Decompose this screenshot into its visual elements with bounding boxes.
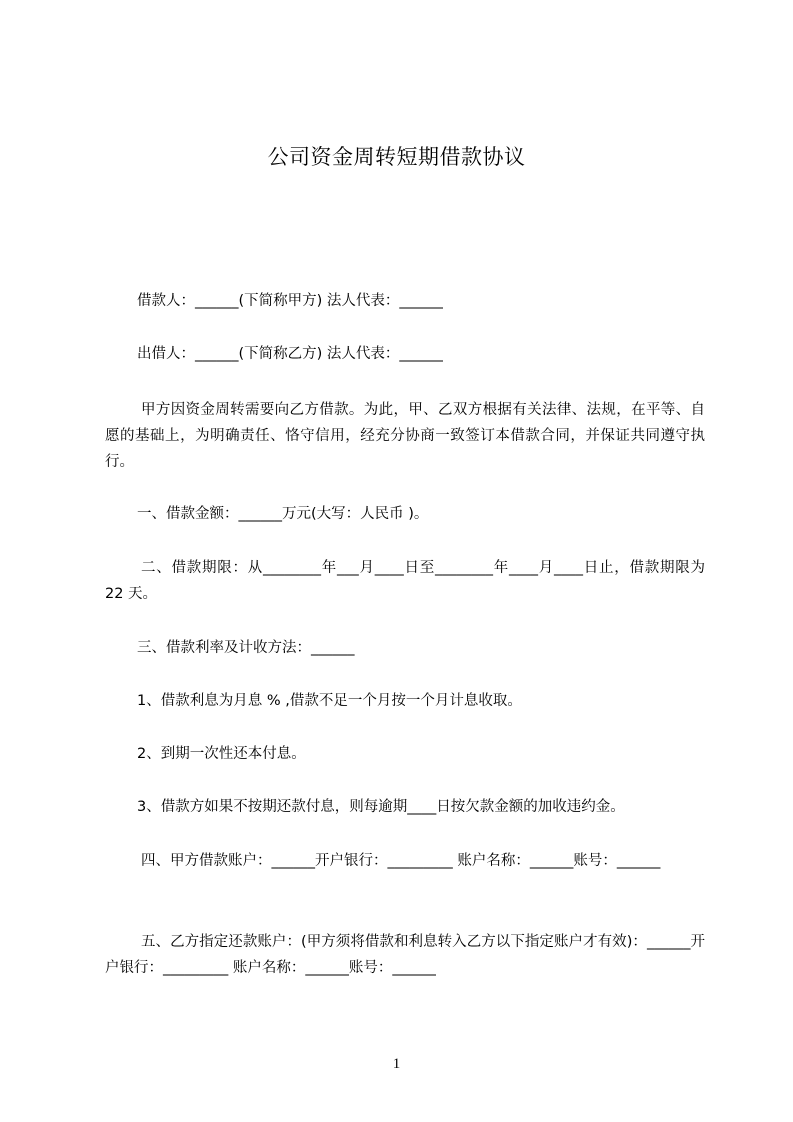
- page-number: 1: [392, 1056, 401, 1072]
- borrower-line: 借款人：______(下简称甲方) 法人代表：______: [137, 293, 443, 309]
- document-title: 公司资金周转短期借款协议: [267, 145, 526, 169]
- clause-interest-rate: 1、借款利息为月息 % ,借款不足一个月按一个月计息收取。: [137, 693, 522, 709]
- clause-party-a-account: 四、甲方借款账户：______开户银行：_________ 账户名称：______账号：______: [141, 853, 661, 869]
- preamble-paragraph: 甲方因资金周转需要向乙方借款。为此，甲、乙双方根据有关法律、法规，在平等、自愿的基础上，为明确责任、恪守信用，经充分协商一致签订本借款合同，并保证共同遵守执行。: [105, 402, 705, 470]
- clause-party-b-account: 五、乙方指定还款账户：(甲方须将借款和利息转入乙方以下指定账户才有效)：______开户银行：_________ 账户名称：______账号：______: [105, 934, 705, 976]
- clause-penalty: 3、借款方如果不按期还款付息，则每逾期____日按欠款金额的加收违约金。: [137, 799, 625, 815]
- clause-loan-term: 二、借款期限：从________年___月____日至________年____月____日止，借款期限为 22 天。: [105, 560, 705, 602]
- clause-interest-method: 三、借款利率及计收方法：______: [137, 640, 355, 656]
- lender-line: 出借人：______(下简称乙方) 法人代表：______: [137, 346, 443, 362]
- clause-repayment: 2、到期一次性还本付息。: [137, 746, 306, 762]
- clause-loan-amount: 一、借款金额：______万元(大写：人民币 )。: [137, 506, 429, 522]
